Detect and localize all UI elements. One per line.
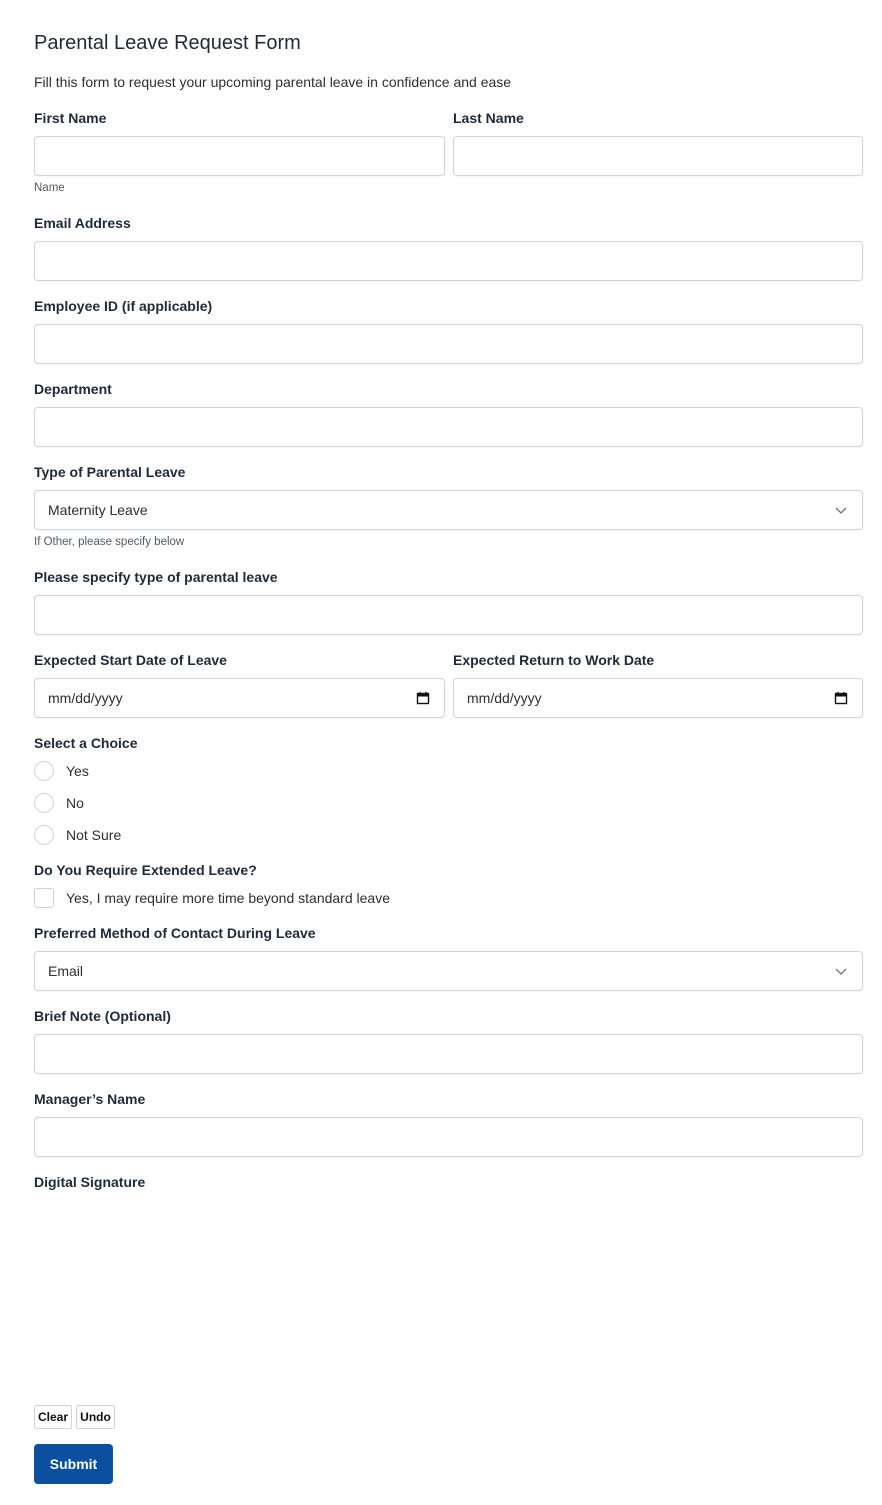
- note-input[interactable]: [34, 1034, 863, 1074]
- signature-pad[interactable]: [34, 1198, 863, 1396]
- radio-no[interactable]: [34, 793, 54, 813]
- last-name-input[interactable]: [453, 136, 863, 176]
- employee-id-input[interactable]: [34, 324, 863, 364]
- page-title: Parental Leave Request Form: [34, 32, 301, 54]
- start-date-placeholder: mm/dd/yyyy: [48, 690, 123, 706]
- extended-leave-label: Do You Require Extended Leave?: [34, 862, 257, 878]
- signature-undo-button[interactable]: Undo: [76, 1405, 115, 1429]
- first-name-input[interactable]: [34, 136, 445, 176]
- last-name-label: Last Name: [453, 110, 524, 126]
- radio-yes[interactable]: [34, 761, 54, 781]
- department-input[interactable]: [34, 407, 863, 447]
- leave-type-hint: If Other, please specify below: [34, 536, 185, 548]
- chevron-down-icon: [834, 503, 848, 517]
- leave-specify-label: Please specify type of parental leave: [34, 569, 278, 585]
- start-date-label: Expected Start Date of Leave: [34, 652, 227, 668]
- contact-method-selected: Email: [48, 963, 84, 979]
- manager-input[interactable]: [34, 1117, 863, 1157]
- note-label: Brief Note (Optional): [34, 1008, 171, 1024]
- leave-type-select[interactable]: [34, 490, 863, 530]
- radio-not-sure[interactable]: [34, 825, 54, 845]
- calendar-icon[interactable]: [416, 691, 430, 705]
- email-input[interactable]: [34, 241, 863, 281]
- extended-leave-option-label[interactable]: Yes, I may require more time beyond standard leave: [66, 890, 390, 906]
- form-description: Fill this form to request your upcoming parental leave in confidence and ease: [34, 74, 512, 90]
- department-label: Department: [34, 381, 112, 397]
- manager-label: Manager’s Name: [34, 1091, 146, 1107]
- choice-label: Select a Choice: [34, 735, 138, 751]
- contact-method-label: Preferred Method of Contact During Leave: [34, 925, 316, 941]
- name-sublabel: Name: [34, 182, 65, 194]
- extended-leave-checkbox[interactable]: [34, 888, 54, 908]
- submit-button[interactable]: Submit: [34, 1444, 113, 1484]
- radio-yes-label[interactable]: Yes: [66, 763, 89, 779]
- calendar-icon[interactable]: [834, 691, 848, 705]
- return-date-label: Expected Return to Work Date: [453, 652, 655, 668]
- radio-no-label[interactable]: No: [66, 795, 84, 811]
- signature-clear-button[interactable]: Clear: [34, 1405, 72, 1429]
- chevron-down-icon: [834, 964, 848, 978]
- leave-specify-input[interactable]: [34, 595, 863, 635]
- leave-type-selected: Maternity Leave: [48, 502, 148, 518]
- leave-type-label: Type of Parental Leave: [34, 464, 186, 480]
- return-date-placeholder: mm/dd/yyyy: [467, 690, 542, 706]
- signature-label: Digital Signature: [34, 1174, 146, 1190]
- first-name-label: First Name: [34, 110, 107, 126]
- employee-id-label: Employee ID (if applicable): [34, 298, 213, 314]
- return-date-input[interactable]: [453, 678, 863, 718]
- radio-not-sure-label[interactable]: Not Sure: [66, 827, 122, 843]
- start-date-input[interactable]: [34, 678, 445, 718]
- email-label: Email Address: [34, 215, 131, 231]
- contact-method-select[interactable]: [34, 951, 863, 991]
